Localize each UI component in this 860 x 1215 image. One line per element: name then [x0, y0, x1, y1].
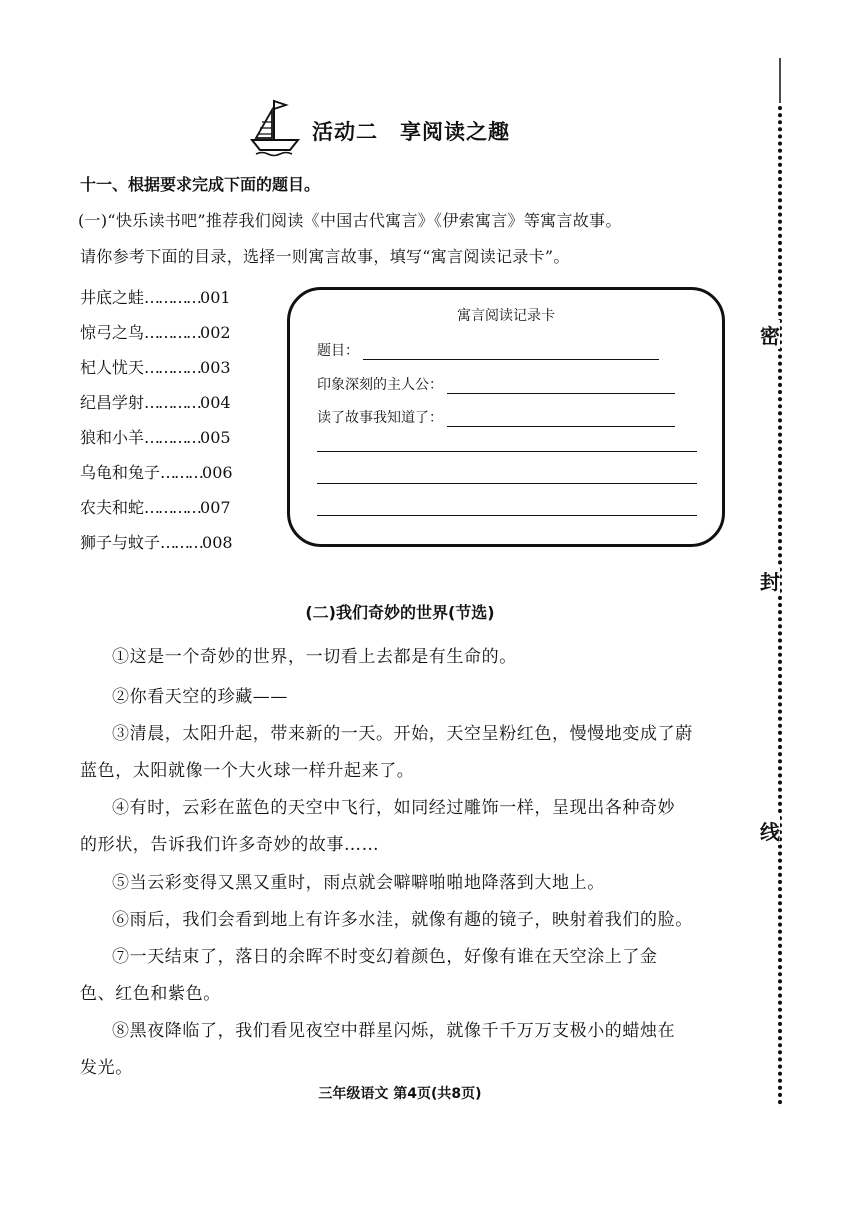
passage-line: 色、红色和紫色。 [80, 984, 221, 1004]
passage-line: ⑦一天结束了，落日的余晖不时变幻着颜色，好像有谁在天空涂上了金 [112, 947, 658, 967]
catalog-item-page: 005 [200, 428, 231, 447]
card-topic-blank[interactable] [363, 345, 659, 360]
catalog-item [80, 355, 280, 390]
catalog-item-page: 007 [200, 498, 231, 517]
catalog-item-title: 农夫和蛇 [80, 498, 145, 517]
catalog-item-page: 003 [200, 358, 231, 377]
catalog-item [80, 495, 280, 530]
catalog-item-title: 纪昌学射 [80, 393, 145, 412]
part1-instruction-line2: 请你参考下面的目录，选择一则寓言故事，填写“寓言阅读记录卡”。 [80, 247, 570, 266]
card-learned-row [317, 407, 675, 427]
catalog-item-page: 004 [200, 393, 231, 412]
passage-line: ③清晨，太阳升起，带来新的一天。开始，天空呈粉红色，慢慢地变成了蔚 [112, 724, 693, 744]
catalog-item [80, 320, 280, 355]
catalog-item-title: 狮子与蚊子 [80, 533, 161, 552]
passage-line: 发光。 [80, 1058, 133, 1078]
page-footer: 三年级语文 第4页(共8页) [318, 1086, 482, 1102]
binding-label-mi: 密 [760, 320, 780, 349]
passage-line: ①这是一个奇妙的世界，一切看上去都是有生命的。 [112, 647, 517, 667]
binding-label-feng: 封 [760, 566, 780, 595]
catalog-item-title: 狼和小羊 [80, 428, 145, 447]
binding-label-xian: 线 [760, 816, 780, 845]
card-protagonist-label: 印象深刻的主人公： [317, 377, 443, 393]
card-writing-line[interactable] [317, 451, 697, 452]
catalog-item-dots: ……… [160, 463, 203, 482]
sailboat-icon [250, 96, 302, 160]
passage-title: (二)我们奇妙的世界(节选) [305, 603, 495, 622]
passage-line: ⑧黑夜降临了，我们看见夜空中群星闪烁，就像千千万万支极小的蜡烛在 [112, 1021, 676, 1041]
card-topic-row [317, 340, 659, 360]
card-writing-line[interactable] [317, 483, 697, 484]
catalog-item-dots: ……… [160, 533, 203, 552]
catalog-item-dots: ………… [144, 288, 201, 307]
catalog-item-page: 001 [200, 288, 231, 307]
fable-catalog [80, 285, 280, 565]
part1-instruction-line1: (一)“快乐读书吧”推荐我们阅读《中国古代寓言》《伊索寓言》等寓言故事。 [78, 211, 622, 230]
catalog-item [80, 530, 280, 565]
card-topic-label: 题目： [317, 343, 359, 359]
catalog-item-page: 008 [202, 533, 233, 552]
catalog-item [80, 390, 280, 425]
activity-title: 活动二 享阅读之趣 [312, 120, 510, 144]
catalog-item-title: 井底之蛙 [80, 288, 145, 307]
catalog-item-page: 006 [202, 463, 233, 482]
catalog-item-title: 惊弓之鸟 [80, 323, 145, 342]
catalog-item-dots: ………… [144, 393, 201, 412]
catalog-item [80, 285, 280, 320]
catalog-item [80, 460, 280, 495]
card-protagonist-row [317, 374, 675, 394]
question-heading: 十一、根据要求完成下面的题目。 [80, 175, 321, 194]
passage-line: ④有时，云彩在蓝色的天空中飞行，如同经过雕饰一样，呈现出各种奇妙 [112, 798, 676, 818]
catalog-item-dots: ………… [144, 498, 201, 517]
card-learned-label: 读了故事我知道了： [317, 410, 443, 426]
catalog-item-title: 乌龟和兔子 [80, 463, 161, 482]
catalog-item-dots: ………… [144, 428, 201, 447]
catalog-item [80, 425, 280, 460]
card-title: 寓言阅读记录卡 [457, 308, 555, 324]
passage-line: 蓝色，太阳就像一个大火球一样升起来了。 [80, 761, 415, 781]
passage-line: ②你看天空的珍藏—— [112, 687, 288, 707]
catalog-item-title: 杞人忧天 [80, 358, 145, 377]
card-writing-line[interactable] [317, 515, 697, 516]
card-protagonist-blank[interactable] [447, 379, 675, 394]
activity-header [250, 96, 590, 166]
catalog-item-dots: ………… [144, 358, 201, 377]
catalog-item-page: 002 [200, 323, 231, 342]
card-learned-blank[interactable] [447, 412, 675, 427]
fable-record-card [287, 287, 725, 547]
passage-line: 的形状，告诉我们许多奇妙的故事…… [80, 835, 380, 855]
passage-line: ⑤当云彩变得又黑又重时，雨点就会噼噼啪啪地降落到大地上。 [112, 873, 605, 893]
passage-line: ⑥雨后，我们会看到地上有许多水洼，就像有趣的镜子，映射着我们的脸。 [112, 910, 693, 930]
catalog-item-dots: ………… [144, 323, 201, 342]
